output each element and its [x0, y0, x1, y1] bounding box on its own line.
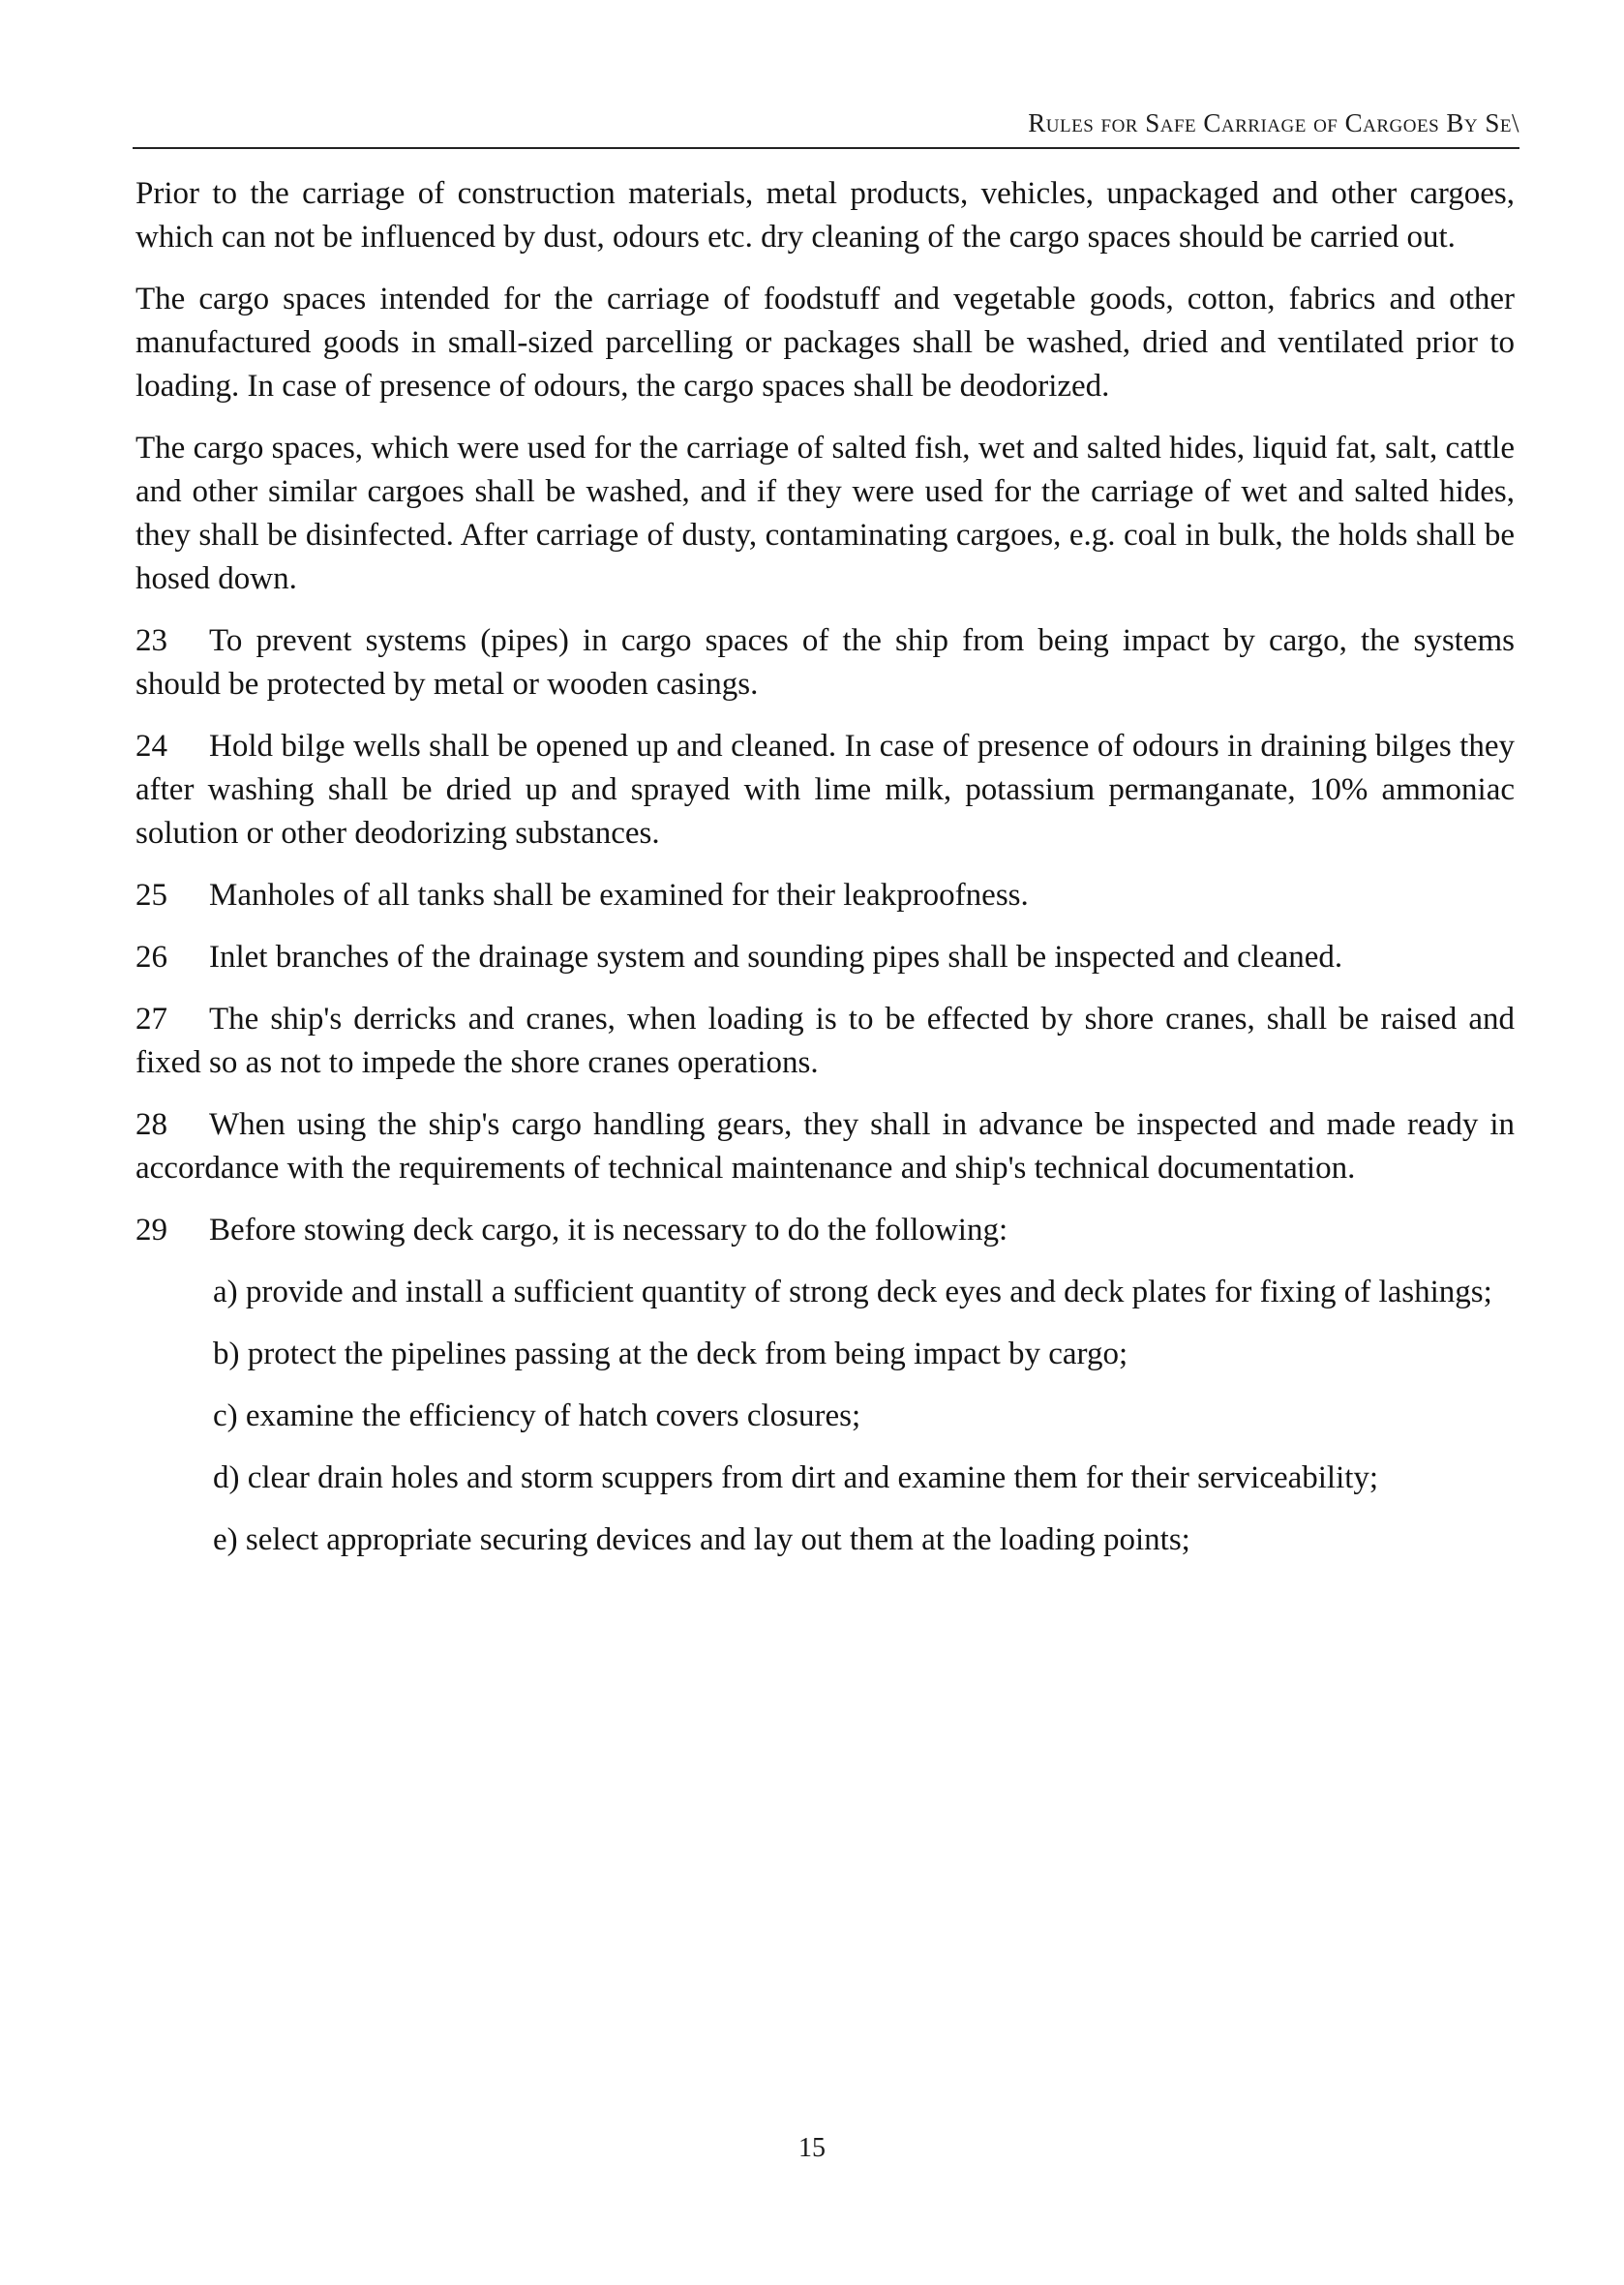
clause-24	[135, 725, 1515, 856]
header-rule	[133, 147, 1519, 149]
clause-number: 24	[135, 729, 167, 764]
clause-number: 27	[135, 1002, 167, 1037]
subitem-d: d) clear drain holes and storm scuppers from dirt and examine them for their serviceability;	[213, 1460, 1379, 1495]
clause-25	[135, 874, 1515, 917]
clause-27	[135, 998, 1515, 1085]
clause-text: Manholes of all tanks shall be examined for their leakproofness.	[209, 878, 1029, 913]
clause-text: Before stowing deck cargo, it is necessary to do the following:	[209, 1213, 1008, 1248]
running-header: Rules for Safe Carriage of Cargoes By Se\	[1028, 108, 1519, 137]
clause-26	[135, 936, 1515, 979]
clause-23	[135, 619, 1515, 707]
clause-28	[135, 1103, 1515, 1190]
clause-text: The ship's derricks and cranes, when loading is to be effected by shore cranes, shall be raised and fixed so as not to impede the shore cranes operations.	[135, 1002, 1515, 1080]
clause-number: 25	[135, 878, 167, 913]
body-text	[135, 172, 1515, 1580]
clause-text: To prevent systems (pipes) in cargo spaces of the ship from being impact by cargo, the systems should be protected by metal or wooden casings.	[135, 623, 1515, 702]
clause-29-subitems	[213, 1271, 1515, 1562]
subitem-e: e) select appropriate securing devices and lay out them at the loading points;	[213, 1522, 1190, 1557]
subitem-c: c) examine the efficiency of hatch covers closures;	[213, 1398, 861, 1433]
clause-number: 29	[135, 1213, 167, 1248]
clause-number: 23	[135, 623, 167, 658]
page-number: 15	[798, 2133, 826, 2163]
paragraph-salted-cargo-spaces: The cargo spaces, which were used for the carriage of salted fish, wet and salted hides, liquid fat, salt, cattle and other similar cargoes shall be washed, and if they were used for the carriage of wet and salted hides, they shall be disinfected. After carriage of dusty, contaminating cargoes, e.g. coal in bulk, the holds shall be hosed down.	[135, 431, 1515, 596]
paragraph-dry-cleaning: Prior to the carriage of construction materials, metal products, vehicles, unpackaged and other cargoes, which can not be influenced by dust, odours etc. dry cleaning of the cargo spaces should be carried out.	[135, 176, 1515, 255]
clause-text: Inlet branches of the drainage system and sounding pipes shall be inspected and cleaned.	[209, 940, 1343, 975]
paragraph-foodstuff-spaces: The cargo spaces intended for the carriage of foodstuff and vegetable goods, cotton, fabrics and other manufactured goods in small-sized parcelling or packages shall be washed, dried and ventilated prior to loading. In case of presence of odours, the cargo spaces shall be deodorized.	[135, 282, 1515, 404]
subitem-a: a) provide and install a sufficient quantity of strong deck eyes and deck plates for fixing of lashings;	[213, 1275, 1492, 1309]
clause-text: When using the ship's cargo handling gears, they shall in advance be inspected and made ready in accordance with the requirements of technical maintenance and ship's technical documentation.	[135, 1107, 1515, 1186]
clause-number: 28	[135, 1107, 167, 1142]
subitem-b: b) protect the pipelines passing at the deck from being impact by cargo;	[213, 1337, 1128, 1371]
clause-text: Hold bilge wells shall be opened up and cleaned. In case of presence of odours in draining bilges they after washing shall be dried up and sprayed with lime milk, potassium permanganate, 10% ammoniac solution or other deodorizing substances.	[135, 729, 1515, 851]
clause-number: 26	[135, 940, 167, 975]
clause-29	[135, 1209, 1515, 1252]
